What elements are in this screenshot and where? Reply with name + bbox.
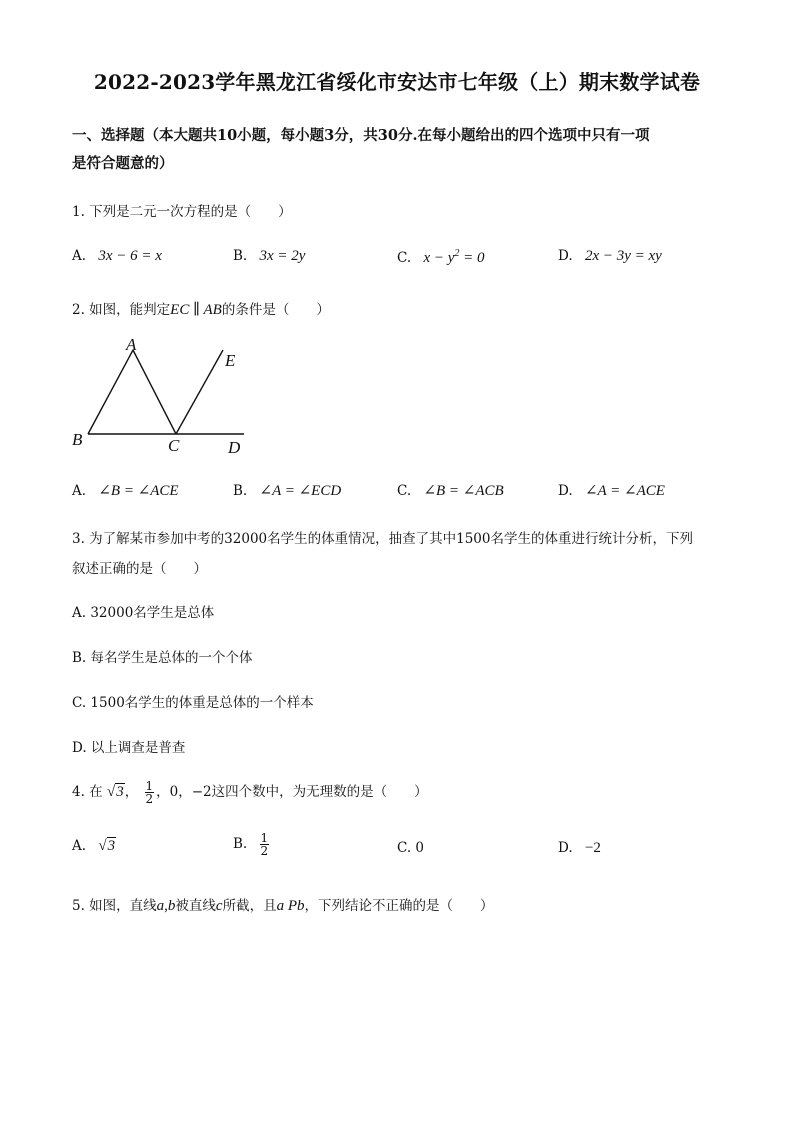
q3-option-d: D. 以上调查是普查 — [72, 740, 186, 756]
q2-option-b: B. ∠A = ∠ECD — [233, 483, 342, 499]
q2-option-a-math: ∠B = ∠ACE — [98, 483, 179, 499]
q4-option-b: B. $\frac{1}{2}$ — [233, 831, 269, 858]
q1-option-d-label: D. — [558, 248, 573, 264]
q1-option-a-math: 3x − 6 = x — [98, 248, 162, 264]
q1-option-c-math: $x - y^2 = 0$ — [423, 248, 485, 266]
q2-stem-math: EC ∥ AB — [170, 302, 222, 318]
q1-option-b-label: B. — [233, 248, 248, 264]
q5-stem: 5. 如图，直线a,b被直线c所截，且a Pb，下列结论不正确的是（ ） — [72, 898, 494, 914]
page-title: 2022-2023学年黑龙江省绥化市安达市七年级（上）期末数学试卷 — [93, 70, 701, 94]
q1-option-b — [233, 248, 305, 265]
q1-option-a — [72, 248, 162, 265]
q4-option-c: C. 0 — [397, 840, 425, 856]
ray-ce — [176, 350, 223, 434]
label-d: D — [228, 438, 241, 457]
q2-option-c-math: ∠B = ∠ACB — [423, 483, 504, 499]
q4-stem-sqrt: √3 — [106, 784, 124, 800]
section-heading-line1: 一、选择题（本大题共10小题，每小题3分，共30分.在每小题给出的四个选项中只有一项 — [72, 127, 650, 144]
q2-option-c: C. ∠B = ∠ACB — [397, 483, 504, 499]
q1-option-c — [397, 248, 485, 267]
q4-option-b-fraction: $\frac{1}{2}$ — [260, 831, 269, 858]
q2-option-a: A. ∠B = ∠ACE — [72, 483, 179, 499]
q4-option-a-sqrt: √3 — [98, 838, 116, 854]
q3-stem-line2: 叙述正确的是（ ） — [72, 561, 207, 577]
q5-parallel-expr: a Pb — [276, 898, 305, 914]
q2-option-d-math: ∠A = ∠ACE — [584, 483, 665, 499]
q5-lines-ab: a,b — [156, 898, 176, 914]
segment-ac — [133, 350, 176, 434]
section-heading-line2: 是符合题意的） — [72, 155, 174, 172]
q1-option-b-math: 3x = 2y — [259, 248, 306, 264]
q1-stem: 1. 下列是二元一次方程的是（ ） — [72, 204, 292, 220]
q3-option-a: A. 32000名学生是总体 — [72, 605, 215, 621]
segment-ab — [88, 350, 133, 434]
q3-option-c: C. 1500名学生的体重是总体的一个样本 — [72, 695, 314, 711]
label-a: A — [126, 335, 137, 354]
label-e: E — [225, 351, 236, 370]
q4-option-d: D. −2 — [558, 840, 601, 856]
q5-line-c: c — [215, 898, 223, 914]
label-b: B — [72, 430, 83, 449]
q2-stem: 2. 如图，能判定EC ∥ AB的条件是（ ） — [72, 302, 330, 318]
q2-option-b-math: ∠A = ∠ECD — [259, 483, 342, 499]
q3-stem-line1: 3. 为了解某市参加中考的32000名学生的体重情况，抽查了其中1500名学生的体重进行统计分析，下列 — [72, 531, 693, 547]
q1-option-d — [558, 248, 662, 265]
q4-option-d-value: −2 — [584, 840, 601, 856]
q2-option-d: D. ∠A = ∠ACE — [558, 483, 665, 499]
q2-figure — [68, 334, 258, 460]
q1-option-a-label: A. — [72, 248, 87, 264]
q4-stem-fraction: $\frac{1}{2}$ — [145, 779, 154, 806]
q1-option-c-label: C. — [397, 250, 412, 266]
q3-option-b: B. 每名学生是总体的一个个体 — [72, 650, 253, 666]
label-c: C — [168, 436, 180, 455]
q4-stem: 4. 在 √3， $\frac{1}{2}$ ，0，−2这四个数中，为无理数的是（ ） — [72, 779, 428, 806]
q1-option-d-math: 2x − 3y = xy — [584, 248, 662, 264]
q4-option-a: A. √3 — [72, 838, 116, 854]
